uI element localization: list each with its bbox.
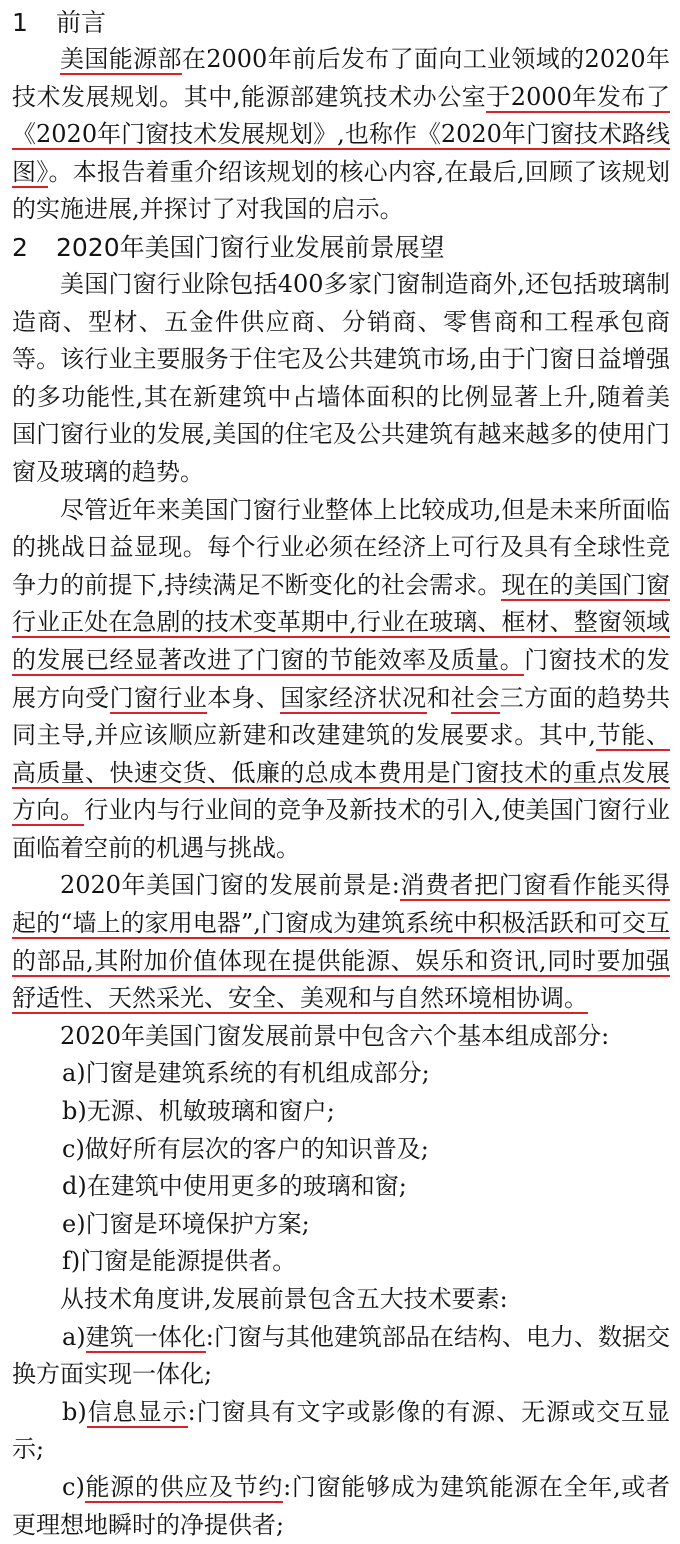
paragraph-challenges xyxy=(12,492,670,868)
underlined-phrase: 美国能源部 xyxy=(60,45,182,73)
text-run: 和 xyxy=(426,683,451,712)
tech-item xyxy=(12,1469,670,1544)
tech-item xyxy=(12,1319,670,1394)
paragraph-prospect xyxy=(12,867,670,1017)
paragraph-industry: 美国门窗行业除包括400多家门窗制造商外,还包括玻璃制造商、型材、五金件供应商、分销商、零售商和工程承包商等。该行业主要服务于住宅及公共建筑市场,由于门窗日益增强的多功能性,其在新建筑中占墙体面积的比例显著上升,随着美国门窗行业的发展,美国的住宅及公共建筑有越来越多的使用门窗及玻璃的趋势。 xyxy=(12,269,670,486)
item-mark: b) xyxy=(62,1397,87,1426)
underlined-phrase: 现在的美国门窗行业正处在急剧的技术变革期中,行业在玻璃、框材、整窗领域的发展已经显著改进了门窗的节能效率及质量。 xyxy=(12,570,670,674)
list-item: b)无源、机敏玻璃和窗户; xyxy=(62,1097,335,1126)
tech-item xyxy=(12,1394,670,1469)
paragraph-intro xyxy=(12,41,670,229)
section-title: 2020年美国门窗行业发展前景展望 xyxy=(56,232,445,262)
text-run: 门窗技术的发展方向受 xyxy=(12,645,671,712)
text-run: 本身、 xyxy=(207,683,281,712)
item-mark: a) xyxy=(62,1322,86,1351)
document-page xyxy=(12,4,670,1544)
list-item: f)门窗是能源提供者。 xyxy=(62,1247,297,1276)
text-run: 2020年美国门窗的发展前景是: xyxy=(60,871,400,900)
section-number: 1 xyxy=(12,8,28,37)
text-run: :门窗能够成为建筑能源在全年,或者更理想地瞬时的净提供者; xyxy=(12,1472,671,1539)
text-run: 在2000年前后发布了面向工业领域的2020年技术发展规划。其中,能源部建筑技术办公室 xyxy=(12,45,671,111)
text-run: :门窗具有文字或影像的有源、无源或交互显示; xyxy=(12,1397,670,1464)
text-run: 行业内与行业间的竞争及新技术的引入,使美国门窗行业面临着空前的机遇与挑战。 xyxy=(12,796,670,862)
paragraph-tech-intro: 从技术角度讲,发展前景包含五大技术要素: xyxy=(60,1285,508,1313)
text-run: :门窗与其他建筑部品在结构、电力、数据交换方面实现一体化; xyxy=(12,1322,670,1389)
list-item: c)做好所有层次的客户的知识普及; xyxy=(62,1134,429,1163)
section-heading-2 xyxy=(12,229,670,266)
underlined-term: 能源的供应及节约 xyxy=(84,1472,284,1501)
underlined-phrase: 节能、高质量、快速交货、低廉的总成本费用是门窗技术的重点发展方向。 xyxy=(12,721,671,825)
list-item: e)门窗是环境保护方案; xyxy=(62,1209,310,1238)
text-run: 三方面的趋势共同主导,并应该顺应新建和改建建筑的发展要求。其中, xyxy=(12,683,671,750)
underlined-phrase: 消费者把门窗看作能买得起的“墙上的家用电器”,门窗成为建筑系统中积极活跃和可交互的部品,其附加价值体现在提供能源、娱乐和资讯,同时要加强舒适性、天然采光、安全、美观和与自然环境相协调。 xyxy=(12,871,670,1013)
item-mark: c) xyxy=(62,1472,85,1501)
underlined-phrase: 社会 xyxy=(450,683,500,712)
section-number: 2 xyxy=(12,232,28,262)
underlined-phrase: 门窗行业 xyxy=(109,683,208,712)
section-heading-1 xyxy=(12,4,670,41)
paragraph-components-intro: 2020年美国门窗发展前景中包含六个基本组成部分: xyxy=(60,1021,610,1050)
text-run: 尽管近年来美国门窗行业整体上比较成功,但是未来所面临的挑战日益显现。每个行业必须在经济上可行及具有全球性竞争力的前提下,持续满足不断变化的社会需求。 xyxy=(12,495,670,599)
underlined-phrase: 于2000年发布了《2020年门窗技术发展规划》,也称作《2020年门窗技术路线图》 xyxy=(12,82,670,186)
underlined-term: 信息显示 xyxy=(86,1397,188,1426)
list-item: a)门窗是建筑系统的有机组成部分; xyxy=(62,1059,430,1088)
underlined-phrase: 国家经济状况 xyxy=(280,683,427,712)
section-title: 前言 xyxy=(56,8,107,37)
underlined-term: 建筑一体化 xyxy=(85,1322,206,1351)
text-run: 。本报告着重介绍该规划的核心内容,在最后,回顾了该规划的实施进展,并探讨了对我国的启示。 xyxy=(12,157,670,224)
list-item: d)在建筑中使用更多的玻璃和窗; xyxy=(62,1172,407,1201)
